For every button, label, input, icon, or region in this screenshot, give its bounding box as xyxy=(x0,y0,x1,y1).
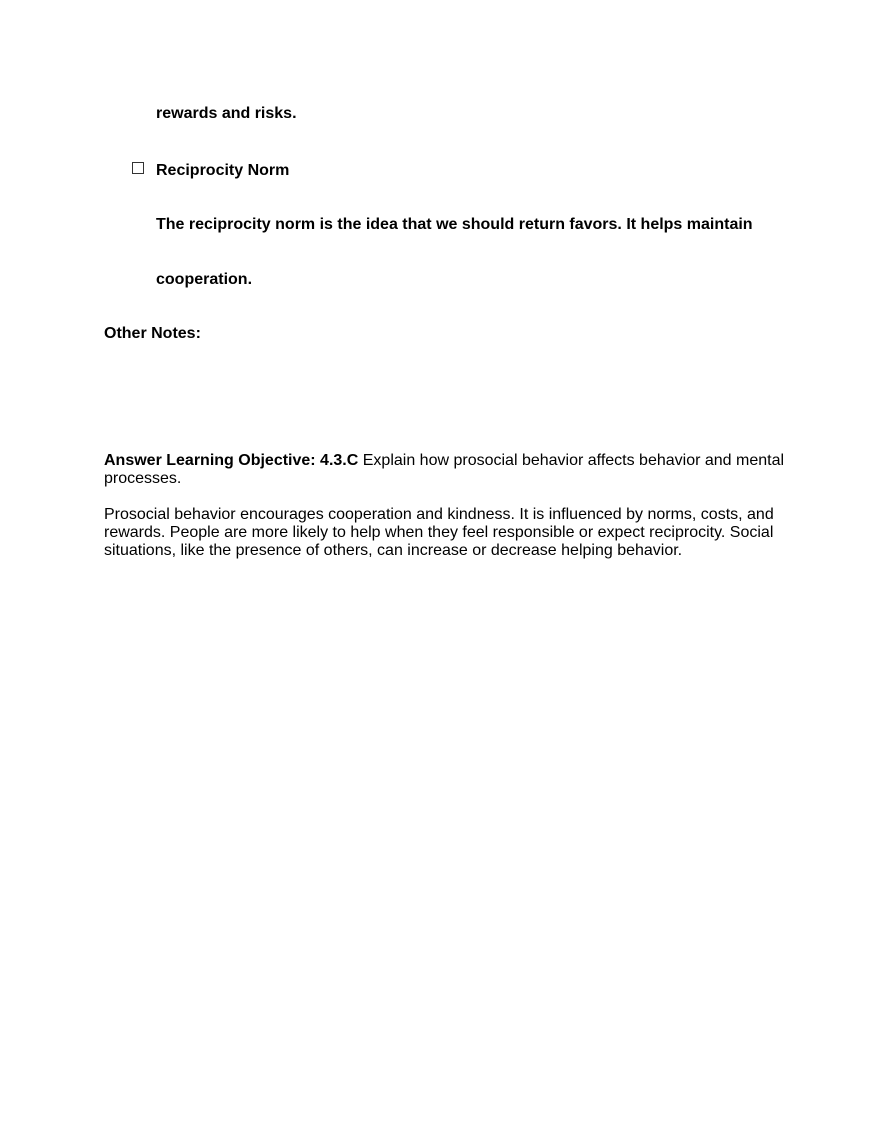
reciprocity-norm-description-line1: The reciprocity norm is the idea that we should return favors. It helps maintain xyxy=(156,216,753,233)
answer-response: Prosocial behavior encourages cooperation and kindness. It is influenced by norms, costs, and rewards. People are more likely to help when they feel responsible or expect reciprocity. Social situations, like the presence of others, can increase or decrease helping behavior. xyxy=(104,506,774,559)
reciprocity-norm-description-line2: cooperation. xyxy=(156,271,253,288)
answer-objective-label: Answer Learning Objective: 4.3.C xyxy=(104,452,359,469)
reciprocity-norm-checkbox[interactable] xyxy=(132,162,144,174)
previous-item-continuation: rewards and risks. xyxy=(156,105,297,122)
answer-objective xyxy=(104,452,794,488)
other-notes-heading: Other Notes: xyxy=(104,325,201,342)
reciprocity-norm-label: Reciprocity Norm xyxy=(156,162,290,179)
answer-objective-text: Explain how prosocial behavior affects behavior and mental processes. xyxy=(104,452,785,487)
